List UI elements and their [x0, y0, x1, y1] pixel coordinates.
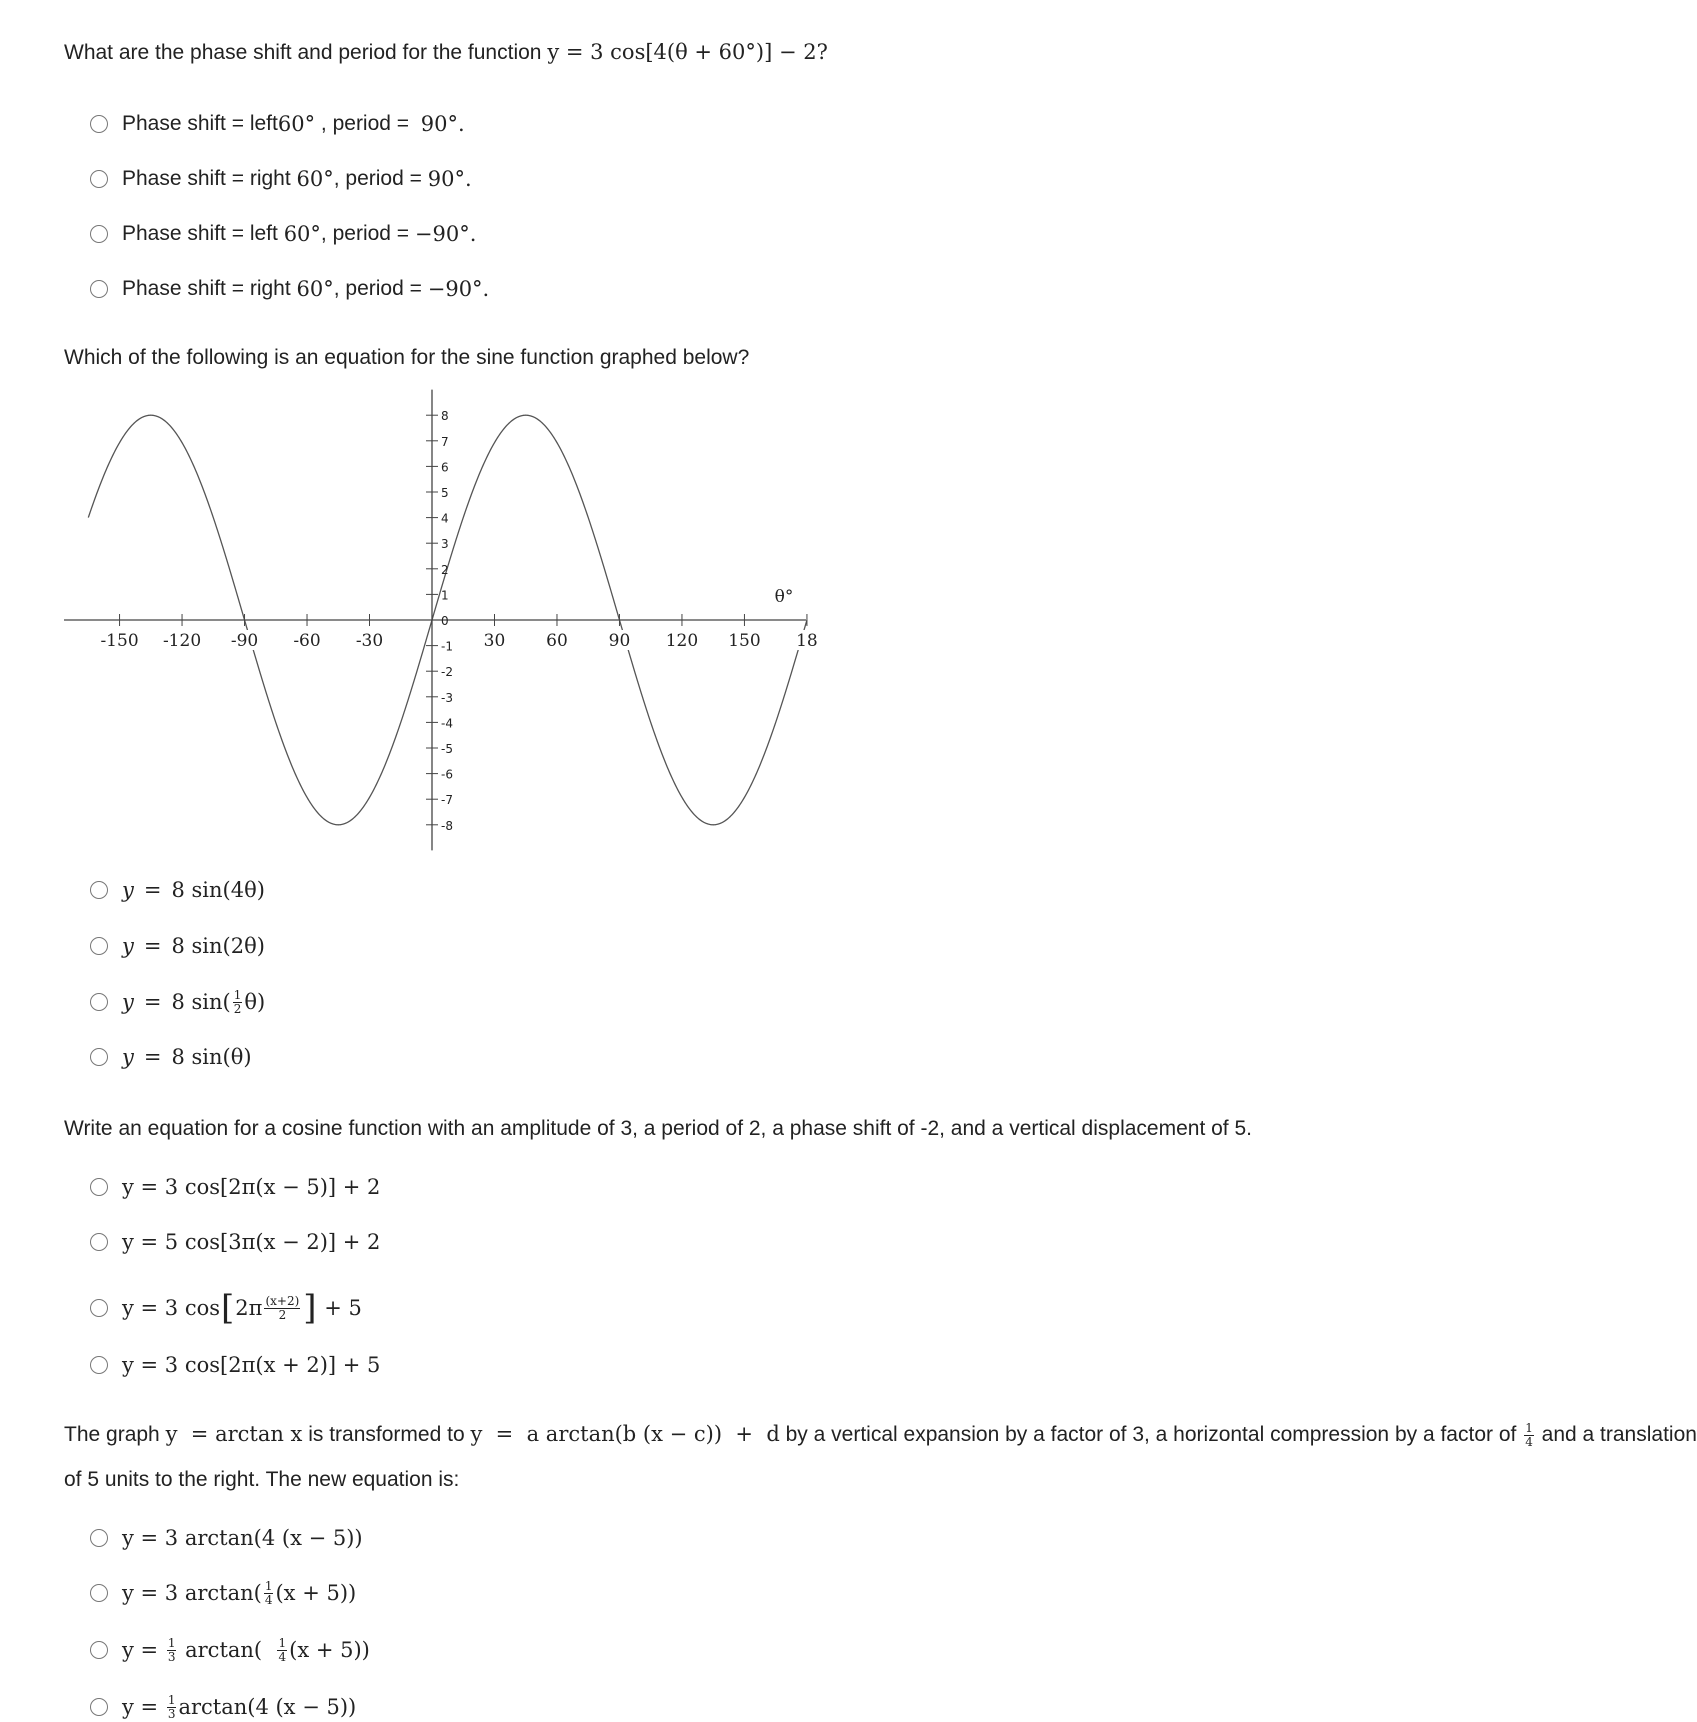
- y-tick-label: 5: [441, 486, 449, 500]
- option-math: y: [122, 990, 134, 1014]
- question-1-text: What are the phase shift and period for the function: [64, 41, 542, 64]
- option-math: 60°: [296, 167, 334, 191]
- q3-option-4[interactable]: [90, 1350, 380, 1380]
- option-math: 90°.: [427, 167, 472, 191]
- fraction: [1524, 1422, 1534, 1449]
- radio-button[interactable]: [90, 937, 108, 955]
- x-tick-label: -60: [293, 631, 321, 651]
- x-tick-label: -150: [100, 631, 139, 651]
- radio-button[interactable]: [90, 1529, 108, 1547]
- y-tick-label: -2: [441, 665, 453, 680]
- option-math: arctan(4 (x − 5)): [178, 1695, 357, 1719]
- x-tick-label: 150: [728, 631, 761, 651]
- y-tick-label: -6: [441, 767, 453, 782]
- option-text: Phase shift = right: [122, 277, 297, 300]
- option-text: , period =: [320, 222, 415, 245]
- question-math: y = arctan x: [165, 1422, 303, 1446]
- y-tick-label: 7: [441, 434, 449, 449]
- y-tick-label: -7: [441, 793, 453, 808]
- y-tick-label: 1: [441, 588, 449, 603]
- option-text: Phase shift = right: [122, 167, 297, 190]
- q2-option-1[interactable]: [90, 875, 265, 905]
- radio-button[interactable]: [90, 1356, 108, 1374]
- option-math: 90°.: [420, 112, 465, 136]
- q1-option-3[interactable]: [90, 219, 476, 249]
- question-4-prompt-line-1: [64, 1420, 1697, 1449]
- q4-option-1[interactable]: [90, 1523, 363, 1553]
- fraction: [167, 1694, 177, 1721]
- question-1-function: y = 3 cos[4(θ + 60°)] − 2?: [547, 40, 828, 64]
- x-tick-label: 18: [796, 631, 818, 651]
- q4-option-2[interactable]: [90, 1578, 356, 1608]
- radio-button[interactable]: [90, 1178, 108, 1196]
- y-tick-label: -5: [441, 742, 453, 756]
- question-3-prompt: Write an equation for a cosine function with an amplitude of 3, a period of 2, a phase shift of -2, and a vertical displacement of 5.: [64, 1117, 1252, 1140]
- fraction-numerator: 1: [278, 1635, 287, 1650]
- y-tick-label: -4: [441, 716, 453, 731]
- y-tick-label: 2: [441, 562, 449, 577]
- option-math: =: [143, 878, 162, 902]
- question-1-prompt: [64, 38, 828, 67]
- option-text: Phase shift = left: [122, 222, 284, 245]
- option-math: y: [122, 934, 134, 958]
- option-math: y: [122, 878, 134, 902]
- y-tick-label: 3: [441, 537, 449, 552]
- option-math: y: [122, 1045, 134, 1069]
- radio-button[interactable]: [90, 1233, 108, 1251]
- option-math: y =: [122, 1695, 165, 1719]
- fraction-denominator: 2: [278, 1307, 287, 1322]
- option-math: y = 3 cos: [122, 1296, 221, 1320]
- radio-button[interactable]: [90, 1048, 108, 1066]
- sine-graph: [64, 392, 818, 852]
- q3-option-2[interactable]: [90, 1227, 380, 1257]
- fraction: [277, 1637, 287, 1664]
- option-math: =: [143, 1045, 162, 1069]
- fraction-denominator: 3: [167, 1649, 176, 1664]
- option-math: 8 sin(: [171, 990, 231, 1014]
- option-math: =: [143, 990, 162, 1014]
- fraction-numerator: 1: [167, 1635, 176, 1650]
- option-math: 8 sin(θ): [171, 1045, 252, 1069]
- option-math: y =: [122, 1638, 165, 1662]
- y-tick-label: 4: [441, 511, 449, 526]
- q2-option-4[interactable]: [90, 1042, 252, 1072]
- x-tick-label: -30: [355, 631, 384, 651]
- option-math: θ): [244, 990, 266, 1014]
- question-text: The graph: [64, 1423, 166, 1446]
- question-text: by a vertical expansion by a factor of 3, a horizontal compression by a factor of: [779, 1423, 1523, 1446]
- option-math: y = 3 cos[2π(x − 5)] + 2: [122, 1175, 381, 1199]
- fraction: [264, 1580, 274, 1607]
- question-2-prompt: Which of the following is an equation for the sine function graphed below?: [64, 346, 750, 369]
- q2-option-3[interactable]: [90, 987, 265, 1017]
- y-tick-label: 6: [441, 460, 449, 475]
- fraction: [167, 1637, 177, 1664]
- option-math: arctan(: [178, 1638, 276, 1662]
- x-tick-label: 120: [665, 631, 699, 651]
- y-tick-label: 8: [441, 409, 449, 424]
- option-math: 60°: [283, 222, 321, 246]
- y-tick-label: 0: [441, 614, 449, 628]
- left-bracket: [: [221, 1288, 235, 1328]
- option-math: y = 3 arctan(: [122, 1581, 262, 1605]
- option-math: −90°.: [414, 222, 477, 246]
- radio-button[interactable]: [90, 881, 108, 899]
- x-tick-label: 90: [608, 631, 631, 651]
- option-math: y = 5 cos[3π(x − 2)] + 2: [122, 1230, 381, 1254]
- option-math: y = 3 arctan(4 (x − 5)): [122, 1526, 363, 1550]
- q2-option-2[interactable]: [90, 931, 265, 961]
- fraction: [233, 989, 243, 1016]
- option-text: , period =: [333, 167, 428, 190]
- option-text: , period =: [315, 112, 421, 135]
- radio-button[interactable]: [90, 170, 108, 188]
- radio-button[interactable]: [90, 1698, 108, 1716]
- x-tick-label: 30: [483, 631, 506, 651]
- fraction-numerator: 1: [1525, 1420, 1533, 1435]
- y-tick-label: -8: [441, 818, 453, 833]
- option-math: + 5: [317, 1296, 362, 1320]
- radio-button[interactable]: [90, 225, 108, 243]
- radio-button[interactable]: [90, 280, 108, 298]
- option-math: 8 sin(4θ): [171, 878, 265, 902]
- q4-option-3[interactable]: [90, 1635, 370, 1665]
- radio-button[interactable]: [90, 1299, 108, 1317]
- q3-option-3[interactable]: [90, 1286, 362, 1330]
- question-text: is transformed to: [302, 1423, 471, 1446]
- radio-button[interactable]: [90, 1584, 108, 1602]
- option-math: 60°: [296, 277, 334, 301]
- option-math: 60°: [277, 112, 316, 136]
- option-math: 2π: [235, 1296, 263, 1320]
- fraction-numerator: (x+2): [265, 1293, 300, 1308]
- x-axis-label: θ°: [774, 587, 794, 607]
- fraction-denominator: 2: [233, 1001, 242, 1016]
- q1-option-1[interactable]: [90, 109, 465, 139]
- fraction-numerator: 1: [264, 1578, 273, 1593]
- fraction: [264, 1295, 300, 1322]
- y-tick-label: -1: [441, 639, 453, 654]
- fraction-numerator: 1: [167, 1692, 176, 1707]
- option-text: Phase shift = left: [122, 112, 278, 135]
- fraction-denominator: 4: [264, 1592, 273, 1607]
- fraction-denominator: 4: [278, 1649, 287, 1664]
- q4-option-4[interactable]: [90, 1692, 356, 1722]
- fraction-denominator: 3: [167, 1706, 176, 1721]
- option-math: (x + 5)): [289, 1638, 370, 1662]
- q1-option-2[interactable]: [90, 164, 472, 194]
- right-bracket: ]: [303, 1288, 317, 1328]
- x-tick-label: 60: [546, 631, 568, 651]
- question-4-prompt-line-2: of 5 units to the right. The new equation is:: [64, 1468, 460, 1491]
- option-math: =: [143, 934, 162, 958]
- option-math: y = 3 cos[2π(x + 2)] + 5: [122, 1353, 381, 1377]
- fraction-denominator: 4: [1525, 1434, 1533, 1449]
- y-tick-label: -3: [441, 690, 453, 705]
- x-tick-label: -90: [230, 631, 259, 651]
- fraction-numerator: 1: [233, 987, 242, 1002]
- radio-button[interactable]: [90, 115, 108, 133]
- question-text: and a translation: [1535, 1423, 1697, 1446]
- x-tick-label: -120: [162, 631, 202, 651]
- q1-option-4[interactable]: [90, 274, 489, 304]
- radio-button[interactable]: [90, 993, 108, 1011]
- q3-option-1[interactable]: [90, 1172, 380, 1202]
- option-math: 8 sin(2θ): [171, 934, 265, 958]
- option-text: , period =: [333, 277, 428, 300]
- question-math: y = a arctan(b (x − c)) + d: [470, 1422, 780, 1446]
- option-math: (x + 5)): [275, 1581, 357, 1605]
- option-math: −90°.: [427, 277, 490, 301]
- radio-button[interactable]: [90, 1641, 108, 1659]
